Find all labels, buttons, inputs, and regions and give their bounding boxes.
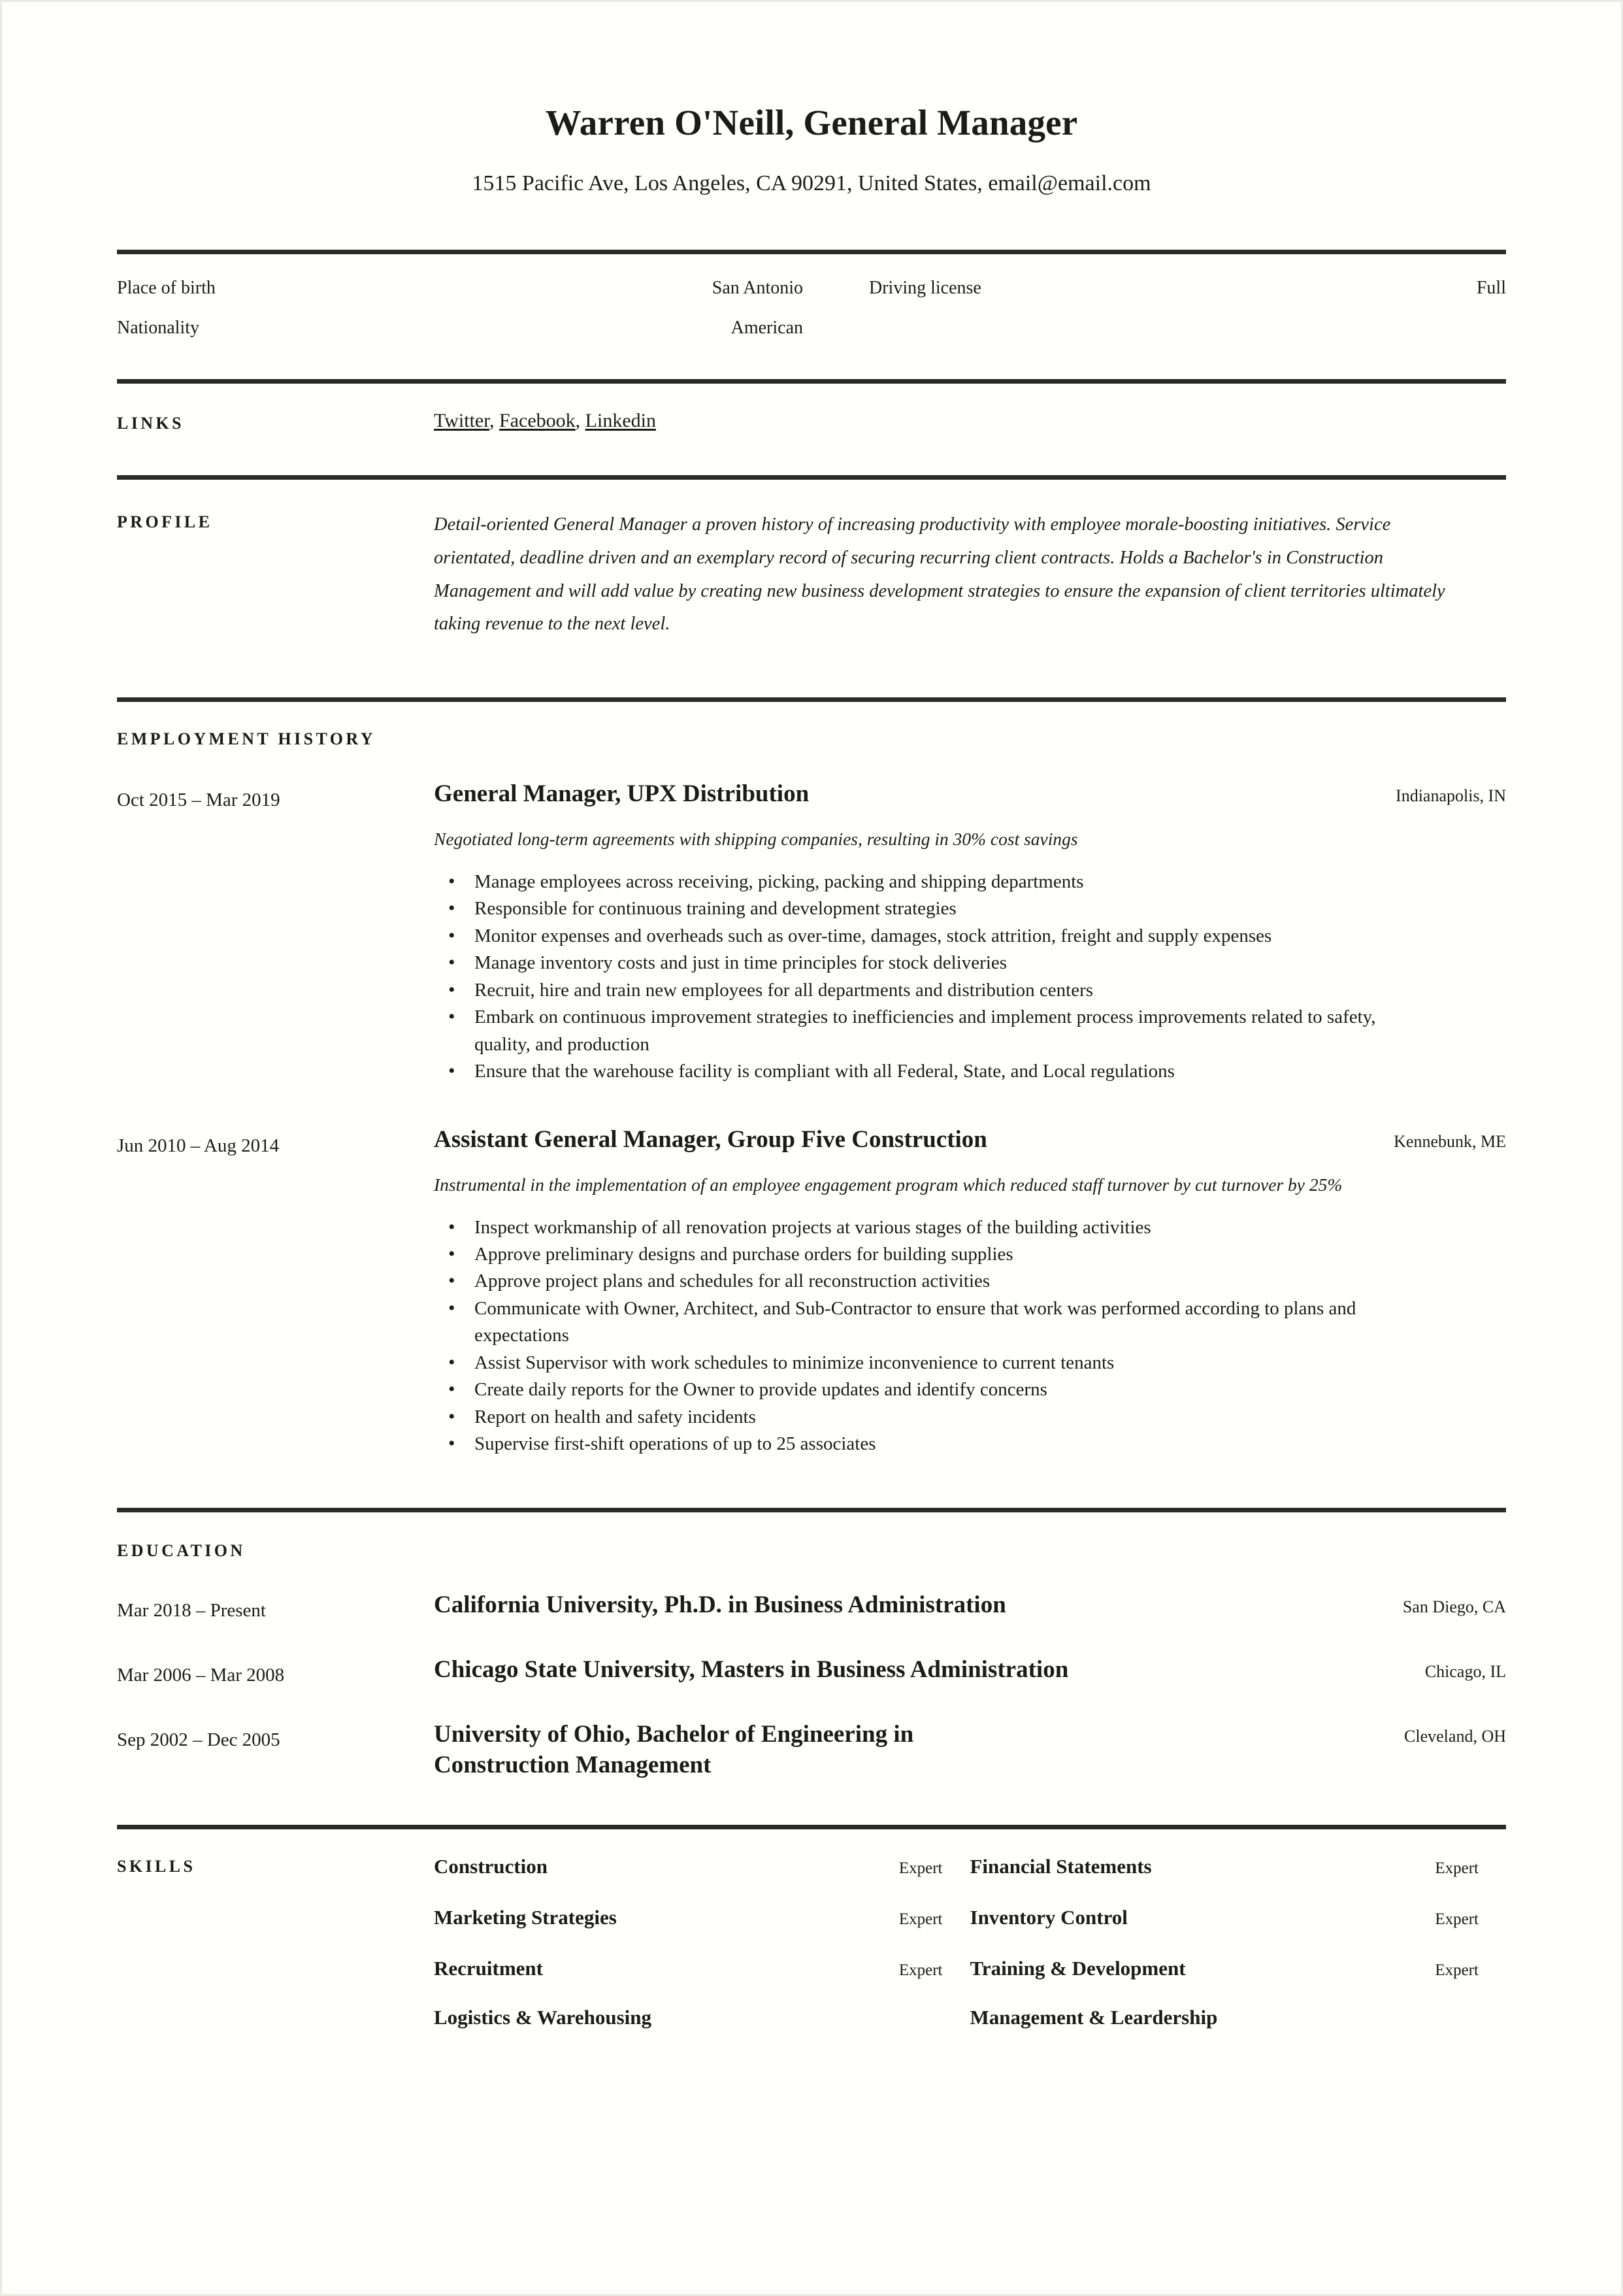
skill-item — [434, 2006, 970, 2057]
skill-level: Expert — [1435, 1961, 1479, 1980]
skills-grid — [434, 1853, 1506, 2057]
skills-section — [117, 1829, 1506, 2057]
section-divider — [117, 475, 1506, 480]
link-facebook[interactable]: Facebook — [499, 410, 576, 432]
skill-name: Financial Statements — [970, 1855, 1152, 1878]
employment-section-label: EMPLOYMENT HISTORY — [117, 729, 376, 749]
list-item: • Assist Supervisor with work schedules to minimize inconvenience to current tenants — [474, 1350, 1415, 1376]
list-item: • Communicate with Owner, Architect, and Sub-Contractor to ensure that work was performed according to plans and expectations — [474, 1295, 1415, 1350]
list-item: • Approve project plans and schedules for all reconstruction activities — [474, 1268, 1415, 1295]
skill-level: Expert — [1435, 1859, 1479, 1878]
skill-item — [970, 2006, 1507, 2057]
skill-item — [434, 1904, 970, 1955]
education-dates: Sep 2002 – Dec 2005 — [117, 1729, 280, 1750]
education-title: Chicago State University, Masters in Business Administration — [434, 1655, 1069, 1683]
skill-level: Expert — [898, 1859, 943, 1878]
candidate-name: Warren O'Neill, General Manager — [545, 103, 1078, 142]
skill-item — [434, 1955, 970, 2006]
employment-description: Instrumental in the implementation of an employee engagement program which reduced staff turnover by cut turnover by 25% — [434, 1174, 1343, 1195]
skill-level: Expert — [1435, 1910, 1479, 1929]
list-item: • Ensure that the warehouse facility is compliant with all Federal, State, and Local regulations — [474, 1058, 1415, 1085]
links-section-label: LINKS — [117, 414, 184, 433]
education-entry — [117, 1589, 1506, 1622]
nationality-label: Nationality — [117, 318, 199, 339]
links-section — [117, 384, 1506, 439]
skill-item — [434, 1853, 970, 1904]
list-item: • Inspect workmanship of all renovation projects at various stages of the building activities — [474, 1214, 1415, 1241]
section-divider — [117, 697, 1506, 702]
skill-item — [970, 1904, 1507, 1955]
place-of-birth-label: Place of birth — [117, 278, 216, 299]
link-twitter[interactable]: Twitter — [434, 410, 490, 432]
list-item: • Report on health and safety incidents — [474, 1404, 1415, 1431]
employment-location: Kennebunk, ME — [1394, 1131, 1506, 1151]
skill-name: Logistics & Warehousing — [434, 2006, 652, 2029]
section-divider — [117, 1508, 1506, 1512]
list-item: • Manage employees across receiving, picking, packing and shipping departments — [474, 869, 1415, 895]
profile-section — [117, 480, 1506, 648]
skill-name: Marketing Strategies — [434, 1906, 617, 1929]
list-item: • Recruit, hire and train new employees for all departments and distribution centers — [474, 977, 1415, 1004]
education-section-label: EDUCATION — [117, 1540, 246, 1560]
list-item: • Embark on continuous improvement strategies to inefficiencies and implement process improvements related to safety, quality, and production — [474, 1004, 1415, 1058]
employment-bullet-list — [434, 869, 1506, 1086]
skill-level: Expert — [898, 1961, 943, 1980]
employment-title: Assistant General Manager, Group Five Construction — [434, 1125, 987, 1153]
skill-name: Inventory Control — [970, 1906, 1128, 1929]
employment-entry — [117, 1125, 1506, 1458]
education-location: Cleveland, OH — [1404, 1726, 1506, 1746]
skills-section-label: SKILLS — [117, 1857, 196, 1876]
link-separator: , — [575, 410, 585, 432]
profile-text: Detail-oriented General Manager a proven history of increasing productivity with employee morale-boosting initiatives. Service orientated, deadline driven and an exemplary record of securing recurring client contracts. Holds a Bachelor's in Construction Management and will add value by creating new business development strategies to ensure the expansion of client territories ultimately taking revenue to the next level. — [434, 514, 1445, 635]
list-item: • Approve preliminary designs and purchase orders for building supplies — [474, 1241, 1415, 1268]
skill-item — [970, 1955, 1507, 2006]
list-item: • Create daily reports for the Owner to provide updates and identify concerns — [474, 1376, 1415, 1403]
education-dates: Mar 2006 – Mar 2008 — [117, 1664, 285, 1686]
education-dates: Mar 2018 – Present — [117, 1599, 266, 1621]
list-item: • Responsible for continuous training and development strategies — [474, 895, 1415, 922]
employment-entry — [117, 779, 1506, 1086]
section-divider — [117, 1825, 1506, 1829]
nationality-value: American — [730, 318, 803, 339]
contact-line: 1515 Pacific Ave, Los Angeles, CA 90291, United States, email@email.com — [472, 171, 1151, 195]
skill-name: Construction — [434, 1855, 548, 1878]
links-list — [434, 410, 1506, 431]
link-separator: , — [489, 410, 500, 432]
education-title: University of Ohio, Bachelor of Engineering in Construction Management — [434, 1720, 914, 1779]
list-item: • Supervise first-shift operations of up to 25 associates — [474, 1431, 1415, 1457]
section-divider — [117, 379, 1506, 384]
section-divider — [117, 250, 1506, 254]
skill-item — [970, 1853, 1507, 1904]
profile-section-label: PROFILE — [117, 512, 213, 532]
employment-history-section — [117, 702, 1506, 1458]
education-section — [117, 1512, 1506, 1781]
driving-license-label: Driving license — [869, 278, 981, 299]
skill-name: Training & Development — [970, 1957, 1186, 1980]
link-linkedin[interactable]: Linkedin — [585, 410, 656, 432]
personal-details-section — [117, 254, 1506, 337]
detail-row — [117, 319, 1506, 337]
skill-name: Recruitment — [434, 1957, 543, 1980]
employment-dates: Jun 2010 – Aug 2014 — [117, 1135, 280, 1156]
employment-title: General Manager, UPX Distribution — [434, 780, 810, 808]
employment-location: Indianapolis, IN — [1396, 786, 1506, 806]
employment-bullet-list — [434, 1214, 1506, 1458]
education-title: California University, Ph.D. in Business Administration — [434, 1591, 1006, 1618]
skill-name: Management & Leardership — [970, 2006, 1218, 2029]
list-item: • Monitor expenses and overheads such as over-time, damages, stock attrition, freight and supply expenses — [474, 923, 1415, 950]
employment-dates: Oct 2015 – Mar 2019 — [117, 790, 280, 811]
driving-license-value: Full — [1476, 278, 1506, 299]
education-location: Chicago, IL — [1424, 1661, 1506, 1681]
education-entry — [117, 1719, 1506, 1781]
skill-level: Expert — [898, 1910, 943, 1929]
education-entry — [117, 1654, 1506, 1686]
education-location: San Diego, CA — [1402, 1597, 1506, 1616]
employment-description: Negotiated long-term agreements with shipping companies, resulting in 30% cost savings — [434, 829, 1078, 850]
resume-header — [117, 2, 1506, 197]
detail-row — [117, 279, 1506, 297]
list-item: • Manage inventory costs and just in time principles for stock deliveries — [474, 950, 1415, 976]
place-of-birth-value: San Antonio — [712, 278, 803, 299]
